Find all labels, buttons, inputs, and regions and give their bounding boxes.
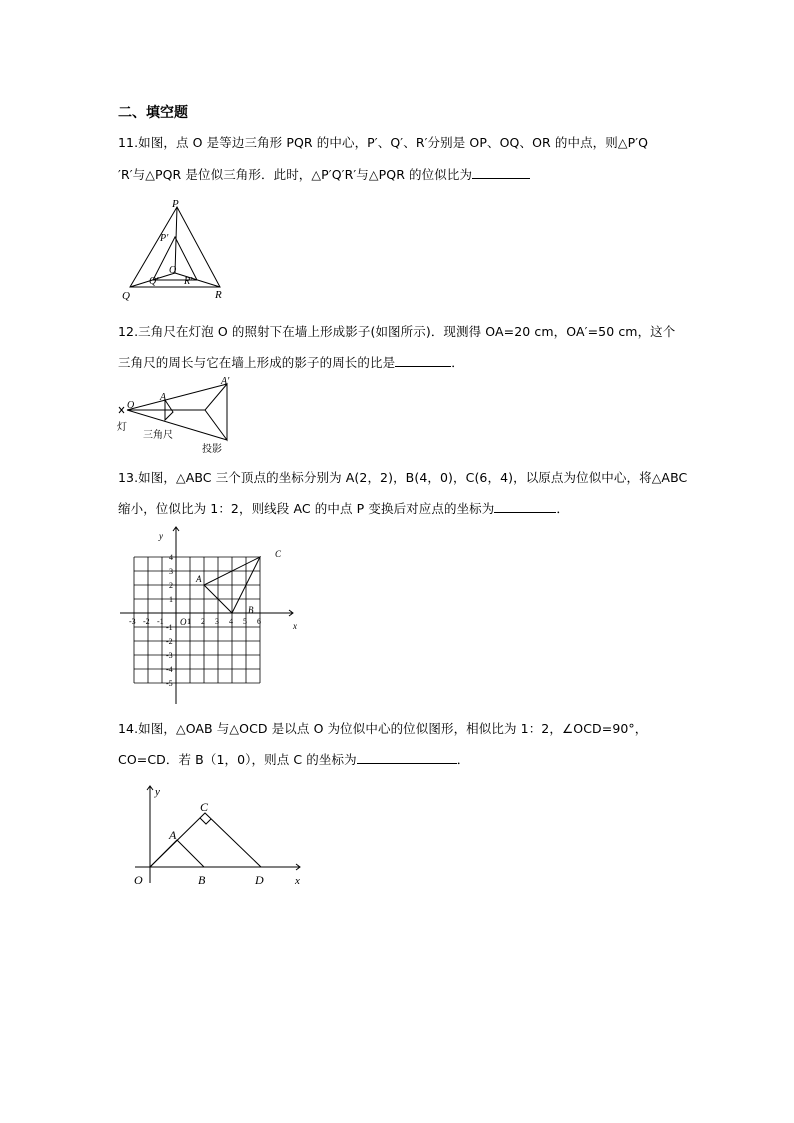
y-tick-label: 2 <box>169 581 173 590</box>
q12-figure <box>115 376 247 458</box>
y-tick-label: -2 <box>166 637 173 646</box>
label-p: P <box>172 198 179 210</box>
q11-line1: 11.如图，点 O 是等边三角形 PQR 的中心，P′、Q′、R′分别是 OP、OQ、OR 的中点，则△P′Q <box>118 135 649 150</box>
label-b: B <box>198 873 206 887</box>
x-label: x <box>293 621 297 631</box>
q14-line1: 14.如图，△OAB 与△OCD 是以点 O 为位似中心的位似图形，相似比为 1：2，∠OCD=90°， <box>118 721 648 736</box>
q11-line2-text: ′R′与△PQR 是位似三角形．此时，△P′Q′R′与△PQR 的位似比为 <box>118 167 473 182</box>
y-tick-label: 4 <box>169 553 173 562</box>
q14-answer-blank[interactable] <box>357 751 457 764</box>
origin-label: O <box>180 617 187 627</box>
shadow-triangle <box>205 384 227 440</box>
x-tick-label: 5 <box>243 617 247 626</box>
q14-line2-text: CO=CD．若 B（1，0），则点 C 的坐标为 <box>118 752 357 767</box>
q11-answer-blank[interactable] <box>472 166 530 179</box>
label-o: O <box>134 873 143 887</box>
label-a: A <box>160 392 167 403</box>
y-tick-label: 3 <box>169 567 173 576</box>
q12-line2-end: ． <box>451 355 464 370</box>
q13-figure <box>115 522 310 707</box>
triangle-oab <box>150 840 204 867</box>
ray-lower <box>127 410 227 440</box>
label-c: C <box>275 549 282 559</box>
x-tick-label: -1 <box>157 617 164 626</box>
q13-line2-text: 缩小，位似比为 1：2，则线段 AC 的中点 P 变换后对应点的坐标为 <box>118 501 495 516</box>
label-lamp: 灯 <box>117 422 127 433</box>
q13-answer-blank[interactable] <box>494 500 556 513</box>
y-tick-label: -5 <box>166 679 173 688</box>
q14-line2-end: ． <box>456 752 470 767</box>
label-b: B <box>248 605 254 615</box>
x-label: x <box>295 875 300 887</box>
label-ruler: 三角尺 <box>143 430 173 441</box>
label-o: O <box>127 400 135 411</box>
x-tick-label: 2 <box>201 617 205 626</box>
q11-line2 <box>118 165 530 183</box>
x-tick-label: -2 <box>143 617 150 626</box>
q13-line2-end: ． <box>556 501 569 516</box>
y-label: y <box>159 531 163 541</box>
y-tick-label: -1 <box>166 623 173 632</box>
y-label: y <box>155 786 160 798</box>
label-o: O <box>169 265 177 276</box>
q14-line2 <box>118 750 469 768</box>
label-c: C <box>200 800 209 814</box>
label-a1: A' <box>221 376 230 387</box>
label-q: Q <box>122 290 130 302</box>
x-tick-labels <box>129 617 261 626</box>
q13-line2 <box>118 499 569 517</box>
q11-figure <box>115 195 240 305</box>
ray-upper <box>127 384 227 410</box>
label-a: A <box>169 828 177 842</box>
x-tick-label: 1 <box>187 617 191 626</box>
x-tick-label: -3 <box>129 617 136 626</box>
label-shadow: 投影 <box>202 444 222 455</box>
label-r: R <box>215 289 222 301</box>
q13-line1: 13.如图，△ABC 三个顶点的坐标分别为 A(2，2)，B(4，0)，C(6，4)，以原点为位似中心，将△ABC <box>118 470 688 485</box>
y-tick-label: 1 <box>169 595 173 604</box>
x-tick-label: 4 <box>229 617 233 626</box>
triangle-ocd <box>150 813 261 867</box>
label-q1: Q' <box>149 276 159 287</box>
y-tick-label: -3 <box>166 651 173 660</box>
lamp-icon <box>119 407 124 413</box>
y-tick-label: -4 <box>166 665 173 674</box>
q12-line1: 12.三角尺在灯泡 O 的照射下在墙上形成影子(如图所示)．现测得 OA=20 cm，OA′=50 cm，这个 <box>118 324 676 339</box>
label-d: D <box>255 873 264 887</box>
q14-figure <box>115 778 315 890</box>
x-tick-label: 3 <box>215 617 219 626</box>
q12-answer-blank[interactable] <box>395 354 451 367</box>
label-r1: R' <box>184 276 193 287</box>
q12-line2-text: 三角尺的周长与它在墙上形成的影子的周长的比是 <box>118 355 396 370</box>
y-tick-labels <box>166 553 173 688</box>
label-p1: P' <box>160 233 169 244</box>
right-angle-mark <box>200 818 211 824</box>
label-a: A <box>196 574 202 584</box>
q12-line2 <box>118 353 464 371</box>
section-title: 二、填空题 <box>118 105 188 121</box>
x-tick-label: 6 <box>257 617 261 626</box>
